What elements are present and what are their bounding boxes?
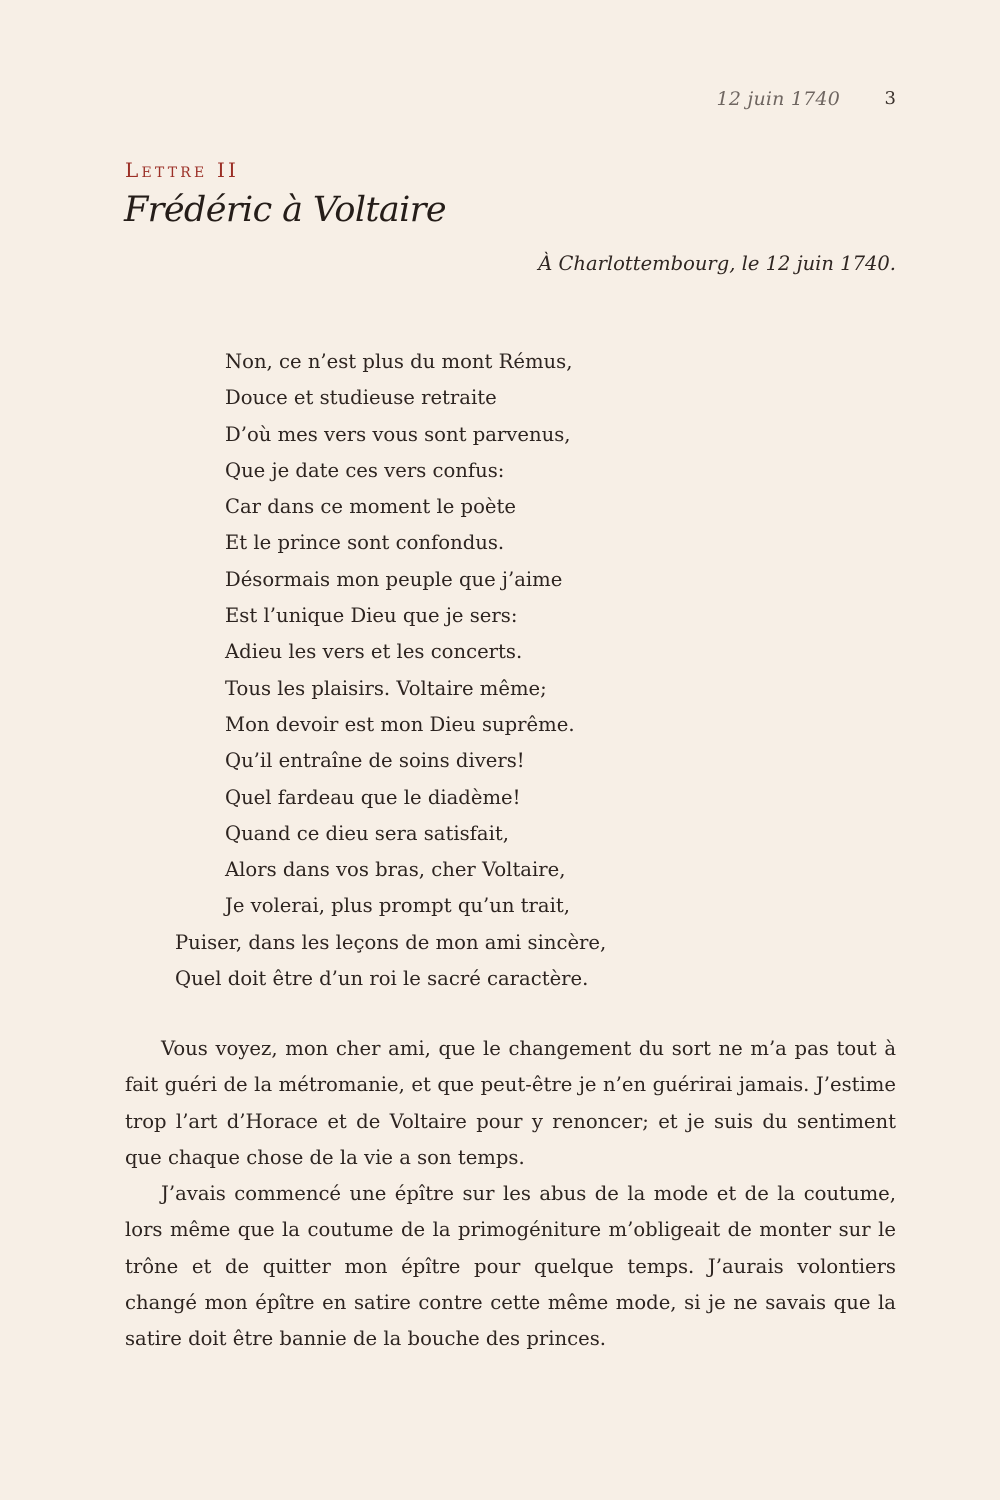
page-number: 3 bbox=[884, 88, 896, 109]
poem-line: Non, ce n’est plus du mont Rémus, bbox=[225, 350, 573, 373]
poem-line: Car dans ce moment le poète bbox=[225, 495, 516, 519]
poem-line: Mon devoir est mon Dieu suprême. bbox=[225, 712, 575, 736]
poem-line: Adieu les vers et les concerts. bbox=[225, 640, 523, 664]
poem-line: Alors dans vos bras, cher Voltaire, bbox=[225, 858, 566, 882]
paragraph: Vous voyez, mon cher ami, que le changement du sort ne m’a pas tout à fait guéri de la métromanie, et que peut-être je n’en guérirai jamais. J’estime trop l’art d’Horace et de Voltaire pour y renoncer; et je suis du sentiment que chaque chose de la vie a son temps. bbox=[125, 1037, 896, 1169]
poem-line-alexandrine: Puiser, dans les leçons de mon ami sincère, bbox=[175, 930, 607, 954]
poem-line: Que je date ces vers confus: bbox=[225, 458, 505, 482]
poem-line: Et le prince sont confondus. bbox=[225, 531, 505, 555]
paragraph: J’avais commencé une épître sur les abus de la mode et de la coutume, lors même que la coutume de la primogéniture m’obligeait de monter sur le trône et de quitter mon épître pour quelque temps. J’aurais volontiers changé mon épître en satire contre cette même mode, si je ne savais que la satire doit être bannie de la bouche des princes. bbox=[125, 1182, 896, 1351]
poem-line: Je volerai, plus prompt qu’un trait, bbox=[225, 894, 570, 918]
poem-line: Désormais mon peuple que j’aime bbox=[225, 567, 563, 591]
letter-dateline: À Charlottembourg, le 12 juin 1740. bbox=[538, 252, 896, 275]
prose-block bbox=[125, 1031, 896, 1358]
poem-line: Est l’unique Dieu que je sers: bbox=[225, 604, 518, 628]
running-header bbox=[0, 88, 1000, 118]
poem-line: Quel fardeau que le diadème! bbox=[225, 785, 521, 809]
running-head-date: 12 juin 1740 bbox=[716, 88, 840, 110]
letter-title: Frédéric à Voltaire bbox=[124, 190, 446, 230]
letter-number-label: Lettre II bbox=[125, 158, 240, 182]
poem-line-alexandrine: Quel doit être d’un roi le sacré caractère. bbox=[175, 967, 589, 991]
poem-line: Tous les plaisirs. Voltaire même; bbox=[225, 676, 547, 700]
poem-line: D’où mes vers vous sont parvenus, bbox=[225, 422, 571, 446]
poem-block bbox=[0, 344, 1000, 997]
poem-line: Douce et studieuse retraite bbox=[225, 386, 497, 410]
poem-line: Qu’il entraîne de soins divers! bbox=[225, 749, 525, 773]
poem-line: Quand ce dieu sera satisfait, bbox=[225, 821, 509, 845]
